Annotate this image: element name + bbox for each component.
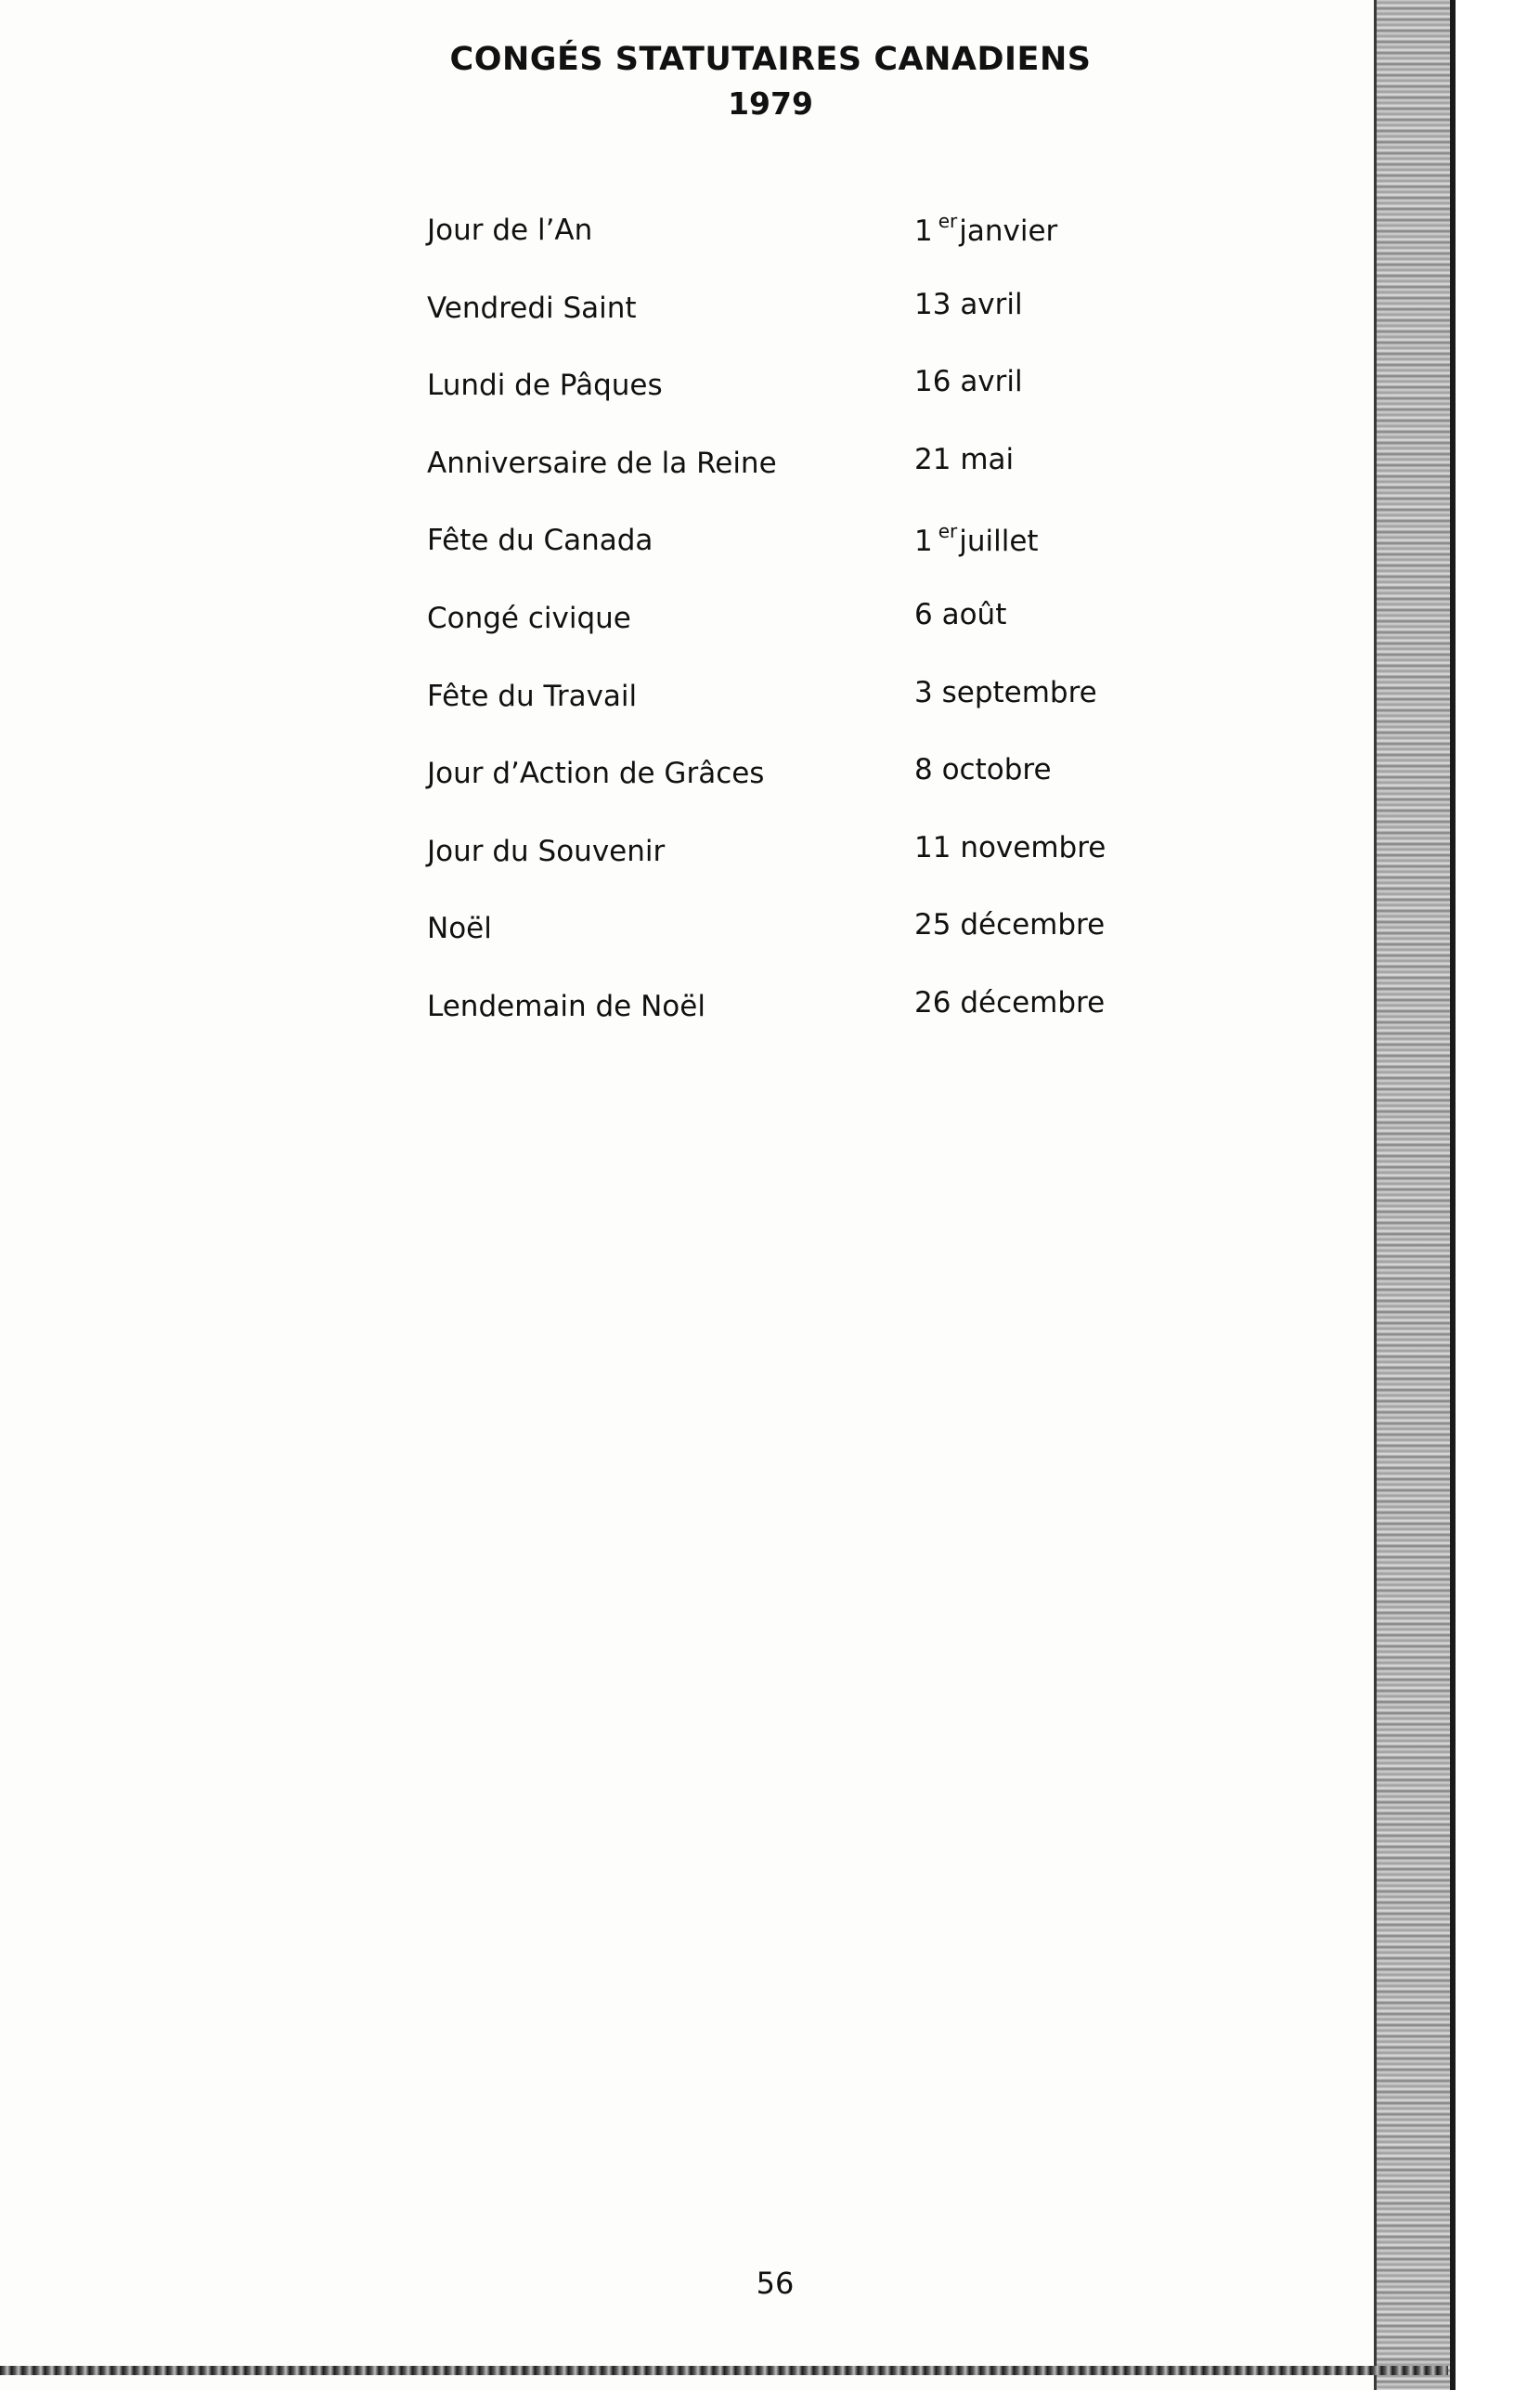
holiday-row	[427, 435, 1170, 513]
holiday-date-day: 16	[914, 365, 951, 399]
holiday-row	[427, 979, 1170, 1057]
holiday-date	[914, 986, 1105, 1020]
holiday-name: Jour de l’An	[427, 214, 593, 247]
holiday-row	[427, 513, 1170, 591]
holiday-date	[914, 365, 1023, 398]
holiday-row	[427, 901, 1170, 979]
holiday-row	[427, 280, 1170, 358]
holiday-date-month: septembre	[941, 675, 1097, 709]
holiday-name: Lundi de Pâques	[427, 369, 663, 403]
holiday-date-ordinal: er	[938, 520, 958, 543]
holiday-date-month: août	[941, 597, 1007, 631]
holiday-date	[914, 908, 1105, 942]
holiday-name: Fête du Canada	[427, 524, 654, 558]
holiday-date-ordinal: er	[938, 210, 958, 232]
holiday-date-day: 6	[914, 597, 933, 631]
holiday-date-day: 3	[914, 675, 933, 709]
holiday-date-day: 1	[914, 525, 933, 559]
holiday-date-month: décembre	[960, 985, 1106, 1020]
holiday-name: Anniversaire de la Reine	[427, 446, 777, 480]
holiday-date	[914, 831, 1106, 864]
holiday-date-month: novembre	[960, 830, 1106, 864]
holiday-name: Jour du Souvenir	[427, 834, 666, 868]
title-block	[390, 37, 1151, 126]
holiday-date-day: 25	[914, 908, 951, 942]
holiday-date-month: octobre	[941, 753, 1052, 787]
holiday-date	[914, 598, 1006, 631]
book-binding-shadow	[1450, 0, 1540, 2390]
holiday-row	[427, 591, 1170, 669]
page-bottom-edge	[0, 2366, 1448, 2375]
holiday-date	[914, 288, 1023, 321]
holiday-date-month: avril	[960, 287, 1023, 321]
holiday-name: Vendredi Saint	[427, 291, 637, 325]
holiday-row	[427, 746, 1170, 824]
holiday-name: Jour d’Action de Grâces	[427, 757, 765, 791]
holiday-date-day: 26	[914, 985, 951, 1020]
holiday-date-month: décembre	[960, 908, 1106, 942]
holiday-date	[914, 676, 1097, 709]
holiday-date-day: 13	[914, 287, 951, 321]
holiday-name: Congé civique	[427, 601, 631, 635]
holiday-date	[914, 443, 1014, 476]
page-year: 1979	[728, 85, 813, 122]
holiday-name: Lendemain de Noël	[427, 989, 705, 1023]
holiday-row	[427, 669, 1170, 747]
holiday-name: Noël	[427, 912, 492, 946]
holiday-date-month: avril	[960, 365, 1023, 399]
holiday-date-day: 8	[914, 753, 933, 787]
holiday-date-month: juillet	[959, 525, 1039, 559]
holiday-date-month: janvier	[959, 214, 1058, 248]
holiday-date-day: 21	[914, 442, 951, 476]
holiday-row	[427, 824, 1170, 902]
holiday-date	[914, 520, 1039, 558]
holiday-row	[427, 357, 1170, 435]
page-title: CONGÉS STATUTAIRES CANADIENS	[449, 41, 1092, 78]
book-binding-edge	[1374, 0, 1453, 2390]
holiday-name: Fête du Travail	[427, 679, 638, 713]
holiday-date-day: 1	[914, 214, 933, 248]
holiday-date-day: 11	[914, 830, 951, 864]
page-number: 56	[756, 2266, 795, 2301]
holiday-row	[427, 202, 1170, 280]
holiday-date-month: mai	[960, 442, 1015, 476]
holiday-date	[914, 210, 1057, 248]
holiday-date	[914, 753, 1052, 786]
holiday-list	[427, 202, 1170, 1057]
